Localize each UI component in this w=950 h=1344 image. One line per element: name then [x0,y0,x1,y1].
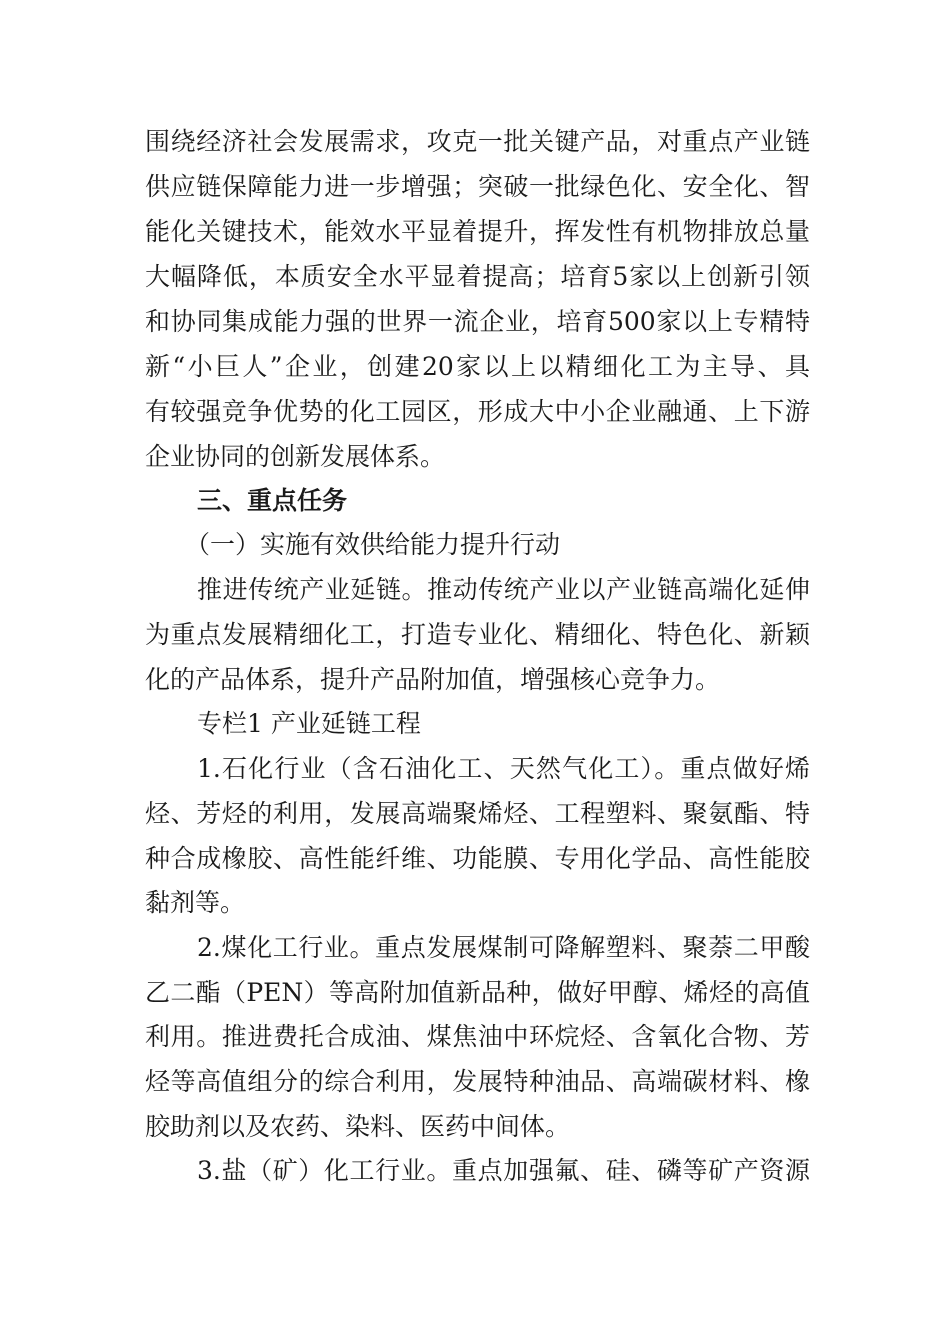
coal-chemical-item-line: 乙二酯（PEN）等高附加值新品种，做好甲醇、烯烃的高值 [145,978,810,1007]
intro-paragraph-line: 围绕经济社会发展需求，攻克一批关键产品，对重点产业链 [145,127,810,156]
coal-chemical-item-line: 胶助剂以及农药、染料、医药中间体。 [145,1112,571,1141]
extend-chain-paragraph-line: 化的产品体系，提升产品附加值，增强核心竞争力。 [145,665,721,694]
intro-paragraph-line: 新“小巨人”企业，创建20家以上以精细化工为主导、具 [145,352,810,381]
intro-paragraph-line: 能化关键技术，能效水平显着提升，挥发性有机物排放总量 [145,217,810,246]
intro-paragraph-line: 大幅降低，本质安全水平显着提高；培育5家以上创新引领 [145,262,810,291]
extend-chain-paragraph-line: 为重点发展精细化工，打造专业化、精细化、特色化、新颖 [145,620,810,649]
intro-paragraph-line: 企业协同的创新发展体系。 [145,442,446,471]
petrochemical-item-line: 烃、芳烃的利用，发展高端聚烯烃、工程塑料、聚氨酯、特 [145,799,810,828]
intro-paragraph-line: 和协同集成能力强的世界一流企业，培育500家以上专精特 [145,307,810,336]
petrochemical-item-line: 1.石化行业（含石油化工、天然气化工）。重点做好烯 [197,754,810,783]
intro-paragraph-line: 有较强竞争优势的化工园区，形成大中小企业融通、上下游 [145,397,810,426]
coal-chemical-item-line: 2.煤化工行业。重点发展煤制可降解塑料、聚萘二甲酸 [197,933,810,962]
coal-chemical-item-line: 烃等高值组分的综合利用，发展特种油品、高端碳材料、橡 [145,1067,810,1096]
petrochemical-item-line: 种合成橡胶、高性能纤维、功能膜、专用化学品、高性能胶 [145,844,810,873]
extend-chain-paragraph-line: 推进传统产业延链。推动传统产业以产业链高端化延伸 [197,575,810,604]
box-title: 专栏1 产业延链工程 [197,709,421,738]
petrochemical-item-line: 黏剂等。 [145,888,246,917]
section-heading: 三、重点任务 [197,486,348,515]
salt-mineral-item-line: 3.盐（矿）化工行业。重点加强氟、硅、磷等矿产资源 [197,1156,810,1185]
coal-chemical-item-line: 利用。推进费托合成油、煤焦油中环烷烃、含氧化合物、芳 [145,1022,810,1051]
intro-paragraph-line: 供应链保障能力进一步增强；突破一批绿色化、安全化、智 [145,172,810,201]
subsection-heading: （一）实施有效供给能力提升行动 [185,530,561,559]
